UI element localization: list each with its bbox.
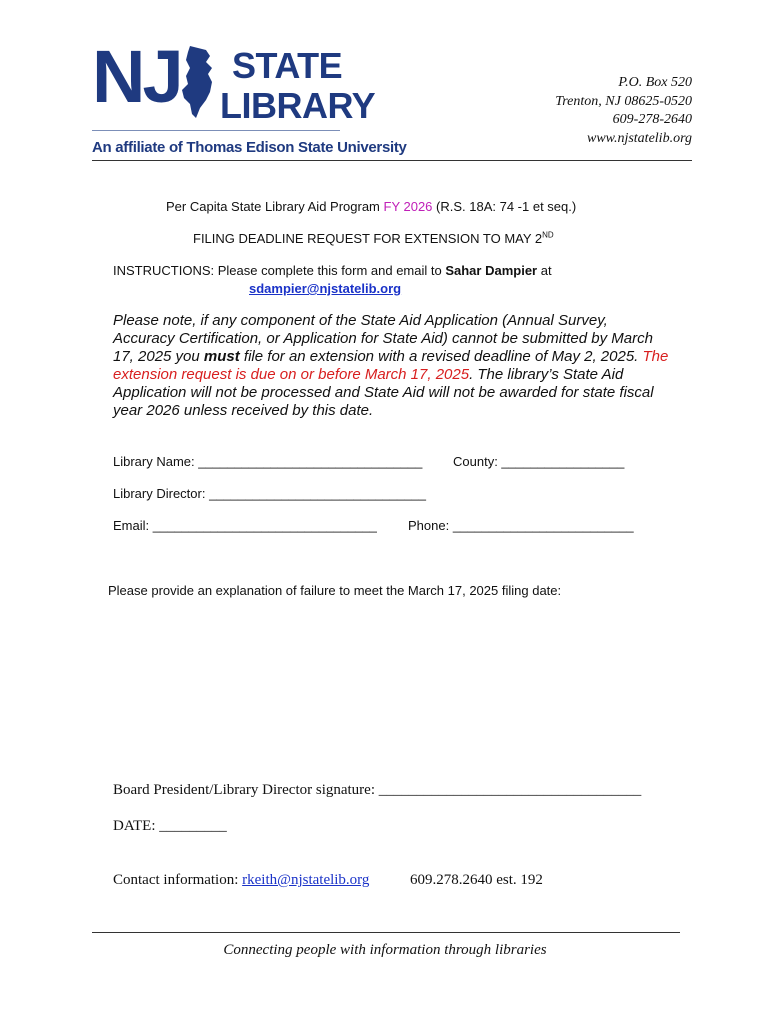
logo-divider [92,130,340,131]
library-director-field[interactable]: Library Director: ______________________________ [113,486,426,501]
address-phone: 609-278-2640 [612,112,692,127]
contact-phone: 609.278.2640 est. 192 [410,872,543,888]
deadline-superscript: ND [542,230,554,240]
instructions-email-link[interactable]: sdampier@njstatelib.org [249,281,402,296]
email-field[interactable]: Email: _______________________________ [113,518,377,533]
program-title-prefix: Per Capita State Library Aid Program [166,199,384,214]
address-city: Trenton, NJ 08625-0520 [555,93,692,109]
program-title-suffix: (R.S. 18A: 74 -1 et seq.) [432,199,577,214]
address-block [555,74,692,148]
note-red-deadline: The extension request is due on or before March 17, 2025 [113,348,669,383]
phone-field[interactable]: Phone: _________________________ [408,518,634,533]
deadline-text: FILING DEADLINE REQUEST FOR EXTENSION TO MAY 2 [193,231,543,246]
library-name-field[interactable]: Library Name: _______________________________ [113,454,423,469]
contact-label: Contact information: [113,872,243,888]
county-field[interactable]: County: _________________ [453,454,625,469]
address-po-box: P.O. Box 520 [618,75,692,90]
address-website[interactable]: www.njstatelib.org [586,130,692,146]
explanation-prompt: Please provide an explanation of failure to meet the March 17, 2025 filing date: [108,583,562,598]
logo-affiliate-text: An affiliate of Thomas Edison State University [92,139,407,156]
instructions [113,263,552,279]
program-fy: FY 2026 [383,199,433,214]
deadline-heading [193,231,554,247]
logo-library-text: LIBRARY [220,85,376,126]
note-part-3: . The library’s State Aid Application will not be processed and State Aid will not be awarded for state fiscal year 2026 unless received by this date. [113,366,654,419]
extension-note [113,312,673,420]
note-part-1: Please note, if any component of the State Aid Application (Annual Survey, Accuracy Certification, or Application for State Aid) cannot be submitted by March 17, 2025 you [113,312,653,365]
logo-state-text: STATE [232,45,343,86]
instructions-prefix: INSTRUCTIONS: Please complete this form and email to [113,263,446,278]
signature-field[interactable]: Board President/Library Director signature: ___________________________________ [113,782,642,798]
contact-information [113,871,369,889]
program-title [166,199,576,215]
date-field[interactable]: DATE: _________ [113,818,227,834]
contact-email-link[interactable]: rkeith@njstatelib.org [242,872,370,888]
instructions-suffix: at [537,263,552,278]
instructions-contact-name: Sahar Dampier [445,263,538,278]
footer-tagline: Connecting people with information through libraries [223,942,547,958]
footer-divider [92,932,680,933]
new-jersey-map-icon [176,44,218,122]
logo-nj-text: NJ [92,35,181,118]
header-divider [92,160,692,161]
note-part-2: file for an extension with a revised deadline of May 2, 2025. [239,348,643,365]
note-must: must [203,348,240,365]
